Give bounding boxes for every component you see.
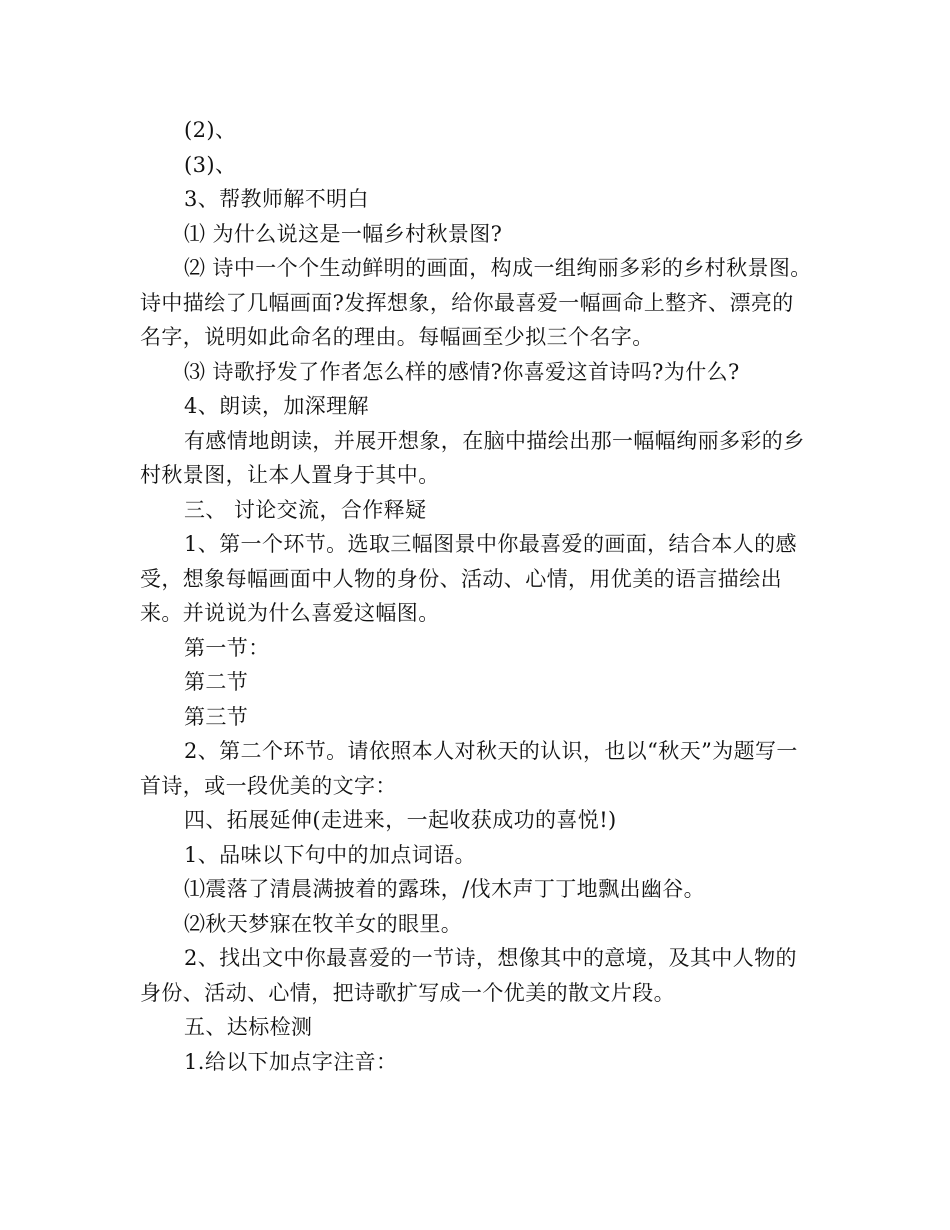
paragraph: ⑵ 诗中一个个生动鲜明的画面，构成一组绚丽多彩的乡村秋景图。诗中描绘了几幅画面?发挥想象，给你最喜爱一幅画命上整齐、漂亮的名字，说明如此命名的理由。每幅画至少拟三个名字。 bbox=[140, 256, 812, 349]
paragraph: ⑴震落了清晨满披着的露珠，/伐木声丁丁地飘出幽谷。 bbox=[184, 877, 706, 901]
section-heading: 三、 讨论交流，合作释疑 bbox=[184, 497, 427, 522]
paragraph: 第二节 bbox=[184, 670, 249, 694]
paragraph: 2、找出文中你最喜爱的一节诗，想像其中的意境，及其中人物的身份、活动、心情，把诗歌扩写成一个优美的散文片段。 bbox=[140, 946, 797, 1005]
paragraph: ⑴ 为什么说这是一幅乡村秋景图? bbox=[184, 221, 503, 246]
paragraph: 2、第二个环节。请依照本人对秋天的认识，也以“秋天”为题写一首诗，或一段优美的文字： bbox=[140, 739, 798, 798]
paragraph: (3)、 bbox=[184, 152, 237, 177]
paragraph: 1、品味以下句中的加点词语。 bbox=[184, 842, 476, 867]
paragraph: 1.给以下加点字注音： bbox=[184, 1049, 398, 1074]
paragraph: 有感情地朗读，并展开想象，在脑中描绘出那一幅幅绚丽多彩的乡村秋景图，让本人置身于其中。 bbox=[140, 428, 805, 487]
paragraph: (2)、 bbox=[184, 118, 237, 142]
document-body bbox=[140, 113, 812, 1079]
paragraph: 第一节： bbox=[184, 635, 270, 660]
section-heading: 五、达标检测 bbox=[184, 1015, 313, 1039]
paragraph: ⑶ 诗歌抒发了作者怎么样的感情?你喜爱这首诗吗?为什么? bbox=[184, 359, 740, 384]
paragraph: 第三节 bbox=[184, 704, 249, 729]
paragraph: ⑵秋天梦寐在牧羊女的眼里。 bbox=[184, 911, 463, 936]
paragraph: 3、帮教师解不明白 bbox=[184, 187, 369, 211]
section-heading: 四、拓展延伸(走进来，一起收获成功的喜悦!) bbox=[184, 808, 617, 832]
paragraph: 4、朗读，加深理解 bbox=[184, 394, 369, 418]
paragraph: 1、第一个环节。选取三幅图景中你最喜爱的画面，结合本人的感受，想象每幅画面中人物的身份、活动、心情，用优美的语言描绘出来。并说说为什么喜爱这幅图。 bbox=[140, 532, 797, 625]
